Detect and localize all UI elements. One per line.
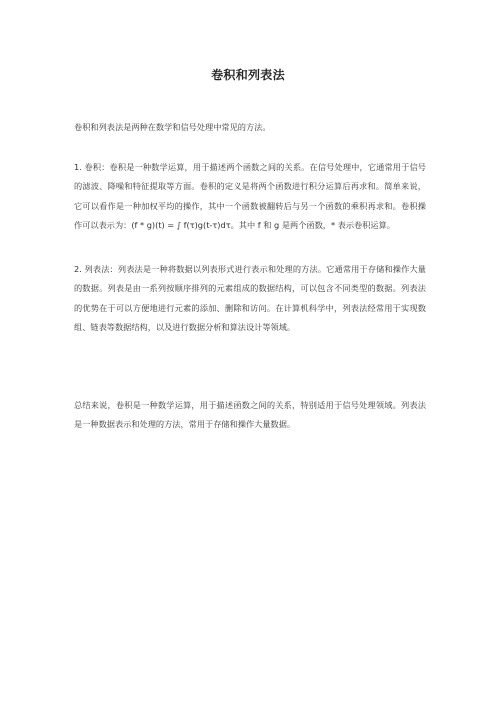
convolution-paragraph: 1. 卷积：卷积是一种数学运算，用于描述两个函数之间的关系。在信号处理中，它通常用于信号的滤波、降噪和特征提取等方面。卷积的定义是将两个函数进行积分运算后再求和。简单来说，它可以看作是一种加权平均的操作，其中一个函数被翻转后与另一个函数的乘积再求和。卷积操作可以表示为：(f * g)(t) = ∫ f(τ)g(t-τ)dτ。其中 f 和 g 是两个函数，* 表示卷积运算。: [74, 162, 426, 230]
intro-paragraph: 卷积和列表法是两种在数学和信号处理中常见的方法。: [74, 122, 271, 132]
document-title: 卷积和列表法: [211, 68, 285, 82]
list-method-paragraph: 2. 列表法：列表法是一种将数据以列表形式进行表示和处理的方法。它通常用于存储和操作大量的数据。列表是由一系列按顺序排列的元素组成的数据结构，可以包含不同类型的数据。列表法的优势在于可以方便地进行元素的添加、删除和访问。在计算机科学中，列表法经常用于实现数组、链表等数据结构，以及进行数据分析和算法设计等领域。: [74, 264, 426, 332]
summary-paragraph: 总结来说，卷积是一种数学运算，用于描述函数之间的关系，特别适用于信号处理领域。列表法是一种数据表示和处理的方法，常用于存储和操作大量数据。: [74, 400, 426, 430]
